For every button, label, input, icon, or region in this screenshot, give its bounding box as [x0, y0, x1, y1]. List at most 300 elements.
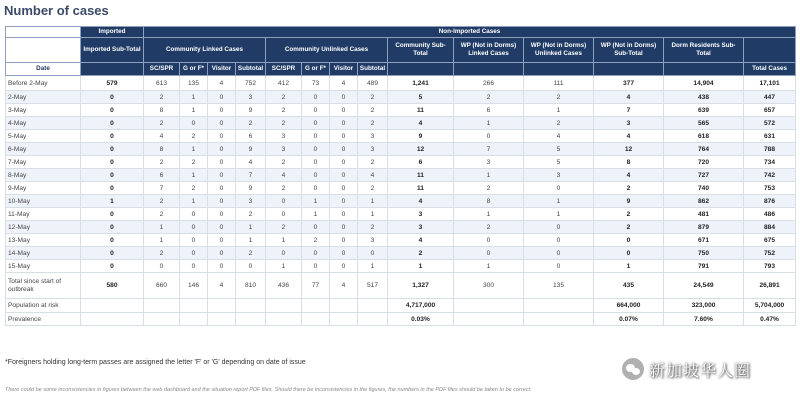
cases-table: [5, 26, 796, 326]
cell-dorm-residents: 639: [664, 104, 744, 117]
prevalence-dorm: 7.60%: [664, 313, 744, 326]
cell-dorm-residents: 671: [664, 234, 744, 247]
cell-linked-subtotal: 9: [236, 104, 266, 117]
cell-unlinked-visitor: 0: [330, 130, 358, 143]
total-wp-unlinked: 135: [524, 273, 594, 299]
table-row: [6, 247, 796, 260]
cell-wp-linked: 2: [454, 91, 524, 104]
cell-total-cases: 753: [744, 182, 796, 195]
cell-linked-visitor: 0: [208, 143, 236, 156]
cell-unlinked-visitor: 0: [330, 260, 358, 273]
cell-wp-subtotal: 9: [594, 195, 664, 208]
cell-linked-g-or-f: 0: [180, 117, 208, 130]
blank-header-5: [664, 63, 744, 76]
cell-imported: 0: [81, 156, 144, 169]
cell-total-cases: 734: [744, 156, 796, 169]
cell-unlinked-g-or-f: 1: [302, 208, 330, 221]
cell-unlinked-g-or-f: 0: [302, 117, 330, 130]
cell-dorm-residents: 740: [664, 182, 744, 195]
total-imported: 580: [81, 273, 144, 299]
cell-community-subtotal: 4: [388, 234, 454, 247]
cell-unlinked-subtotal: 2: [358, 156, 388, 169]
total-dorm-residents: 24,549: [664, 273, 744, 299]
cell-wp-subtotal: 4: [594, 130, 664, 143]
cell-date: 7-May: [6, 156, 81, 169]
cell-unlinked-sc-spr: 3: [266, 143, 302, 156]
cell-wp-unlinked: 1: [524, 104, 594, 117]
cell-imported: 0: [81, 117, 144, 130]
cell-linked-visitor: 0: [208, 104, 236, 117]
cell-community-subtotal: 4: [388, 117, 454, 130]
cell-linked-g-or-f: 2: [180, 182, 208, 195]
cell-linked-visitor: 4: [208, 76, 236, 91]
total-unlinked-visitor: 4: [330, 273, 358, 299]
cell-wp-linked: 2: [454, 221, 524, 234]
wp-unlinked-header: WP (Not in Dorms) Unlinked Cases: [524, 38, 594, 63]
cell-linked-subtotal: 3: [236, 195, 266, 208]
cell-linked-visitor: 0: [208, 260, 236, 273]
cell-unlinked-visitor: 4: [330, 76, 358, 91]
linked-g-or-f-header: G or F*: [180, 63, 208, 76]
unlinked-visitor-header: Visitor: [330, 63, 358, 76]
cell-community-subtotal: 5: [388, 91, 454, 104]
total-linked-sc-spr: 660: [144, 273, 180, 299]
cell-wp-linked: 6: [454, 104, 524, 117]
footnote: *Foreigners holding long-term passes are assigned the letter 'F' or 'G' depending on date of issue: [5, 359, 306, 366]
cell-total-cases: 572: [744, 117, 796, 130]
cell-unlinked-subtotal: 2: [358, 104, 388, 117]
cell-imported: 0: [81, 234, 144, 247]
table-row: [6, 182, 796, 195]
cell-imported: 1: [81, 195, 144, 208]
cell-unlinked-subtotal: 3: [358, 143, 388, 156]
cell-linked-subtotal: 3: [236, 91, 266, 104]
table-row: [6, 195, 796, 208]
cell-wp-subtotal: 0: [594, 234, 664, 247]
cell-total-cases: 447: [744, 91, 796, 104]
cell-linked-subtotal: 1: [236, 221, 266, 234]
cell-wp-subtotal: 4: [594, 169, 664, 182]
header-row-3: [6, 63, 796, 76]
cell-date: 5-May: [6, 130, 81, 143]
cell-date: 11-May: [6, 208, 81, 221]
unlinked-g-or-f-header: G or F*: [302, 63, 330, 76]
cell-wp-linked: 0: [454, 247, 524, 260]
cell-community-subtotal: 1: [388, 260, 454, 273]
date-header-spacer: [6, 38, 81, 63]
cell-imported: 0: [81, 208, 144, 221]
cell-date: 4-May: [6, 117, 81, 130]
cell-wp-unlinked: 1: [524, 208, 594, 221]
cell-community-subtotal: 6: [388, 156, 454, 169]
timestamp-text: 5/14/2020 1:1: [712, 17, 774, 27]
cell-wp-unlinked: 5: [524, 143, 594, 156]
cell-linked-visitor: 0: [208, 156, 236, 169]
cell-linked-subtotal: 4: [236, 156, 266, 169]
cell-wp-unlinked: 2: [524, 91, 594, 104]
total-linked-visitor: 4: [208, 273, 236, 299]
imported-subtotal-header: Imported Sub-Total: [81, 38, 144, 63]
total-community-subtotal: 1,327: [388, 273, 454, 299]
cell-unlinked-g-or-f: 1: [302, 195, 330, 208]
population-dorm: 323,000: [664, 299, 744, 313]
cell-unlinked-sc-spr: 2: [266, 104, 302, 117]
population-total: 5,704,000: [744, 299, 796, 313]
cell-linked-sc-spr: 1: [144, 221, 180, 234]
linked-subtotal-header: Subtotal: [236, 63, 266, 76]
table-row: [6, 169, 796, 182]
population-row: [6, 299, 796, 313]
cell-linked-subtotal: 7: [236, 169, 266, 182]
cell-dorm-residents: 481: [664, 208, 744, 221]
watermark: [622, 356, 751, 382]
cell-linked-visitor: 0: [208, 195, 236, 208]
table-row: [6, 221, 796, 234]
total-unlinked-sc-spr: 436: [266, 273, 302, 299]
cell-unlinked-g-or-f: 0: [302, 247, 330, 260]
cell-wp-unlinked: 4: [524, 130, 594, 143]
cell-linked-sc-spr: 2: [144, 247, 180, 260]
date-header-blank: [6, 27, 81, 38]
prevalence-total: 0.47%: [744, 313, 796, 326]
cell-unlinked-subtotal: 2: [358, 117, 388, 130]
cell-linked-visitor: 0: [208, 234, 236, 247]
cell-linked-visitor: 0: [208, 130, 236, 143]
table-row: [6, 91, 796, 104]
cell-linked-g-or-f: 1: [180, 169, 208, 182]
table-row: [6, 76, 796, 91]
cell-unlinked-visitor: 0: [330, 182, 358, 195]
cell-unlinked-sc-spr: 2: [266, 91, 302, 104]
cell-unlinked-subtotal: 1: [358, 260, 388, 273]
table-row: [6, 143, 796, 156]
prevalence-wp: 0.07%: [594, 313, 664, 326]
cell-linked-g-or-f: 0: [180, 260, 208, 273]
cell-total-cases: 793: [744, 260, 796, 273]
cell-linked-sc-spr: 2: [144, 91, 180, 104]
cell-unlinked-visitor: 0: [330, 104, 358, 117]
total-wp-subtotal: 435: [594, 273, 664, 299]
cell-unlinked-visitor: 0: [330, 91, 358, 104]
cell-wp-subtotal: 0: [594, 247, 664, 260]
cell-wp-linked: 7: [454, 143, 524, 156]
cell-wp-linked: 1: [454, 260, 524, 273]
cell-date: 3-May: [6, 104, 81, 117]
cell-unlinked-sc-spr: 2: [266, 221, 302, 234]
cell-unlinked-sc-spr: 0: [266, 195, 302, 208]
date-header: Date: [6, 63, 81, 76]
cell-linked-g-or-f: 0: [180, 247, 208, 260]
cell-unlinked-visitor: 0: [330, 247, 358, 260]
population-community: 4,717,000: [388, 299, 454, 313]
cell-total-cases: 788: [744, 143, 796, 156]
cell-wp-subtotal: 12: [594, 143, 664, 156]
cell-wp-unlinked: 0: [524, 247, 594, 260]
cell-total-cases: 631: [744, 130, 796, 143]
linked-sc-spr-header: SC/SPR: [144, 63, 180, 76]
cell-wp-subtotal: 4: [594, 91, 664, 104]
table-row: [6, 104, 796, 117]
cell-total-cases: 884: [744, 221, 796, 234]
cell-linked-subtotal: 9: [236, 182, 266, 195]
cell-wp-subtotal: 8: [594, 156, 664, 169]
cell-linked-g-or-f: 1: [180, 91, 208, 104]
cell-community-subtotal: 3: [388, 221, 454, 234]
cell-date: 10-May: [6, 195, 81, 208]
cell-linked-visitor: 0: [208, 91, 236, 104]
cell-wp-unlinked: 1: [524, 195, 594, 208]
cell-linked-subtotal: 752: [236, 76, 266, 91]
total-row: [6, 273, 796, 299]
cell-total-cases: 17,101: [744, 76, 796, 91]
cell-linked-sc-spr: 2: [144, 195, 180, 208]
imported-subheader-blank: [81, 63, 144, 76]
cell-unlinked-subtotal: 2: [358, 91, 388, 104]
cell-unlinked-visitor: 0: [330, 208, 358, 221]
cell-linked-g-or-f: 135: [180, 76, 208, 91]
cell-wp-unlinked: 5: [524, 156, 594, 169]
cell-imported: 0: [81, 169, 144, 182]
cell-total-cases: 675: [744, 234, 796, 247]
cell-total-cases: 752: [744, 247, 796, 260]
cell-linked-g-or-f: 1: [180, 104, 208, 117]
imported-header: Imported: [81, 27, 144, 38]
cell-linked-sc-spr: 0: [144, 260, 180, 273]
cell-linked-sc-spr: 2: [144, 117, 180, 130]
unlinked-subtotal-header: Subtotal: [358, 63, 388, 76]
cell-imported: 0: [81, 182, 144, 195]
cell-date: 9-May: [6, 182, 81, 195]
cell-unlinked-subtotal: 3: [358, 234, 388, 247]
cell-unlinked-sc-spr: 412: [266, 76, 302, 91]
cell-imported: 0: [81, 247, 144, 260]
watermark-text: 新加坡华人圈: [649, 360, 752, 380]
cell-unlinked-subtotal: 1: [358, 208, 388, 221]
cell-unlinked-sc-spr: 2: [266, 117, 302, 130]
cell-wp-linked: 1: [454, 208, 524, 221]
header-row-1: [6, 27, 796, 38]
cell-total-cases: 742: [744, 169, 796, 182]
population-wp: 664,000: [594, 299, 664, 313]
cell-unlinked-subtotal: 0: [358, 247, 388, 260]
cell-unlinked-sc-spr: 3: [266, 130, 302, 143]
cell-date: 6-May: [6, 143, 81, 156]
cell-linked-subtotal: 6: [236, 130, 266, 143]
cell-unlinked-g-or-f: 0: [302, 169, 330, 182]
table-row: [6, 156, 796, 169]
cell-linked-subtotal: 9: [236, 143, 266, 156]
cell-wp-subtotal: 377: [594, 76, 664, 91]
cell-unlinked-g-or-f: 0: [302, 221, 330, 234]
cell-dorm-residents: 727: [664, 169, 744, 182]
cell-unlinked-subtotal: 489: [358, 76, 388, 91]
cell-date: 12-May: [6, 221, 81, 234]
cell-date: 13-May: [6, 234, 81, 247]
cell-wp-linked: 0: [454, 130, 524, 143]
cell-linked-g-or-f: 0: [180, 208, 208, 221]
cell-dorm-residents: 720: [664, 156, 744, 169]
cell-community-subtotal: 3: [388, 208, 454, 221]
header-row-2: [6, 38, 796, 63]
disclaimer: There could be some inconsistencies in figures between the web dashboard and the situation report PDF files. Should there be inconsistencies in the figures, the numbers in the PDF files should be taken to be correct.: [5, 387, 532, 393]
cell-unlinked-sc-spr: 1: [266, 234, 302, 247]
wp-linked-header: WP (Not in Dorms) Linked Cases: [454, 38, 524, 63]
cell-unlinked-visitor: 0: [330, 143, 358, 156]
wp-subtotal-header: WP (Not in Dorms) Sub-Total: [594, 38, 664, 63]
cell-dorm-residents: 791: [664, 260, 744, 273]
cell-linked-g-or-f: 1: [180, 195, 208, 208]
cell-community-subtotal: 12: [388, 143, 454, 156]
cell-community-subtotal: 11: [388, 182, 454, 195]
cell-date: 15-May: [6, 260, 81, 273]
cell-linked-g-or-f: 1: [180, 143, 208, 156]
cell-community-subtotal: 4: [388, 195, 454, 208]
cell-dorm-residents: 14,904: [664, 76, 744, 91]
cell-linked-subtotal: 1: [236, 234, 266, 247]
cell-community-subtotal: 11: [388, 104, 454, 117]
cell-imported: 0: [81, 221, 144, 234]
cell-linked-visitor: 0: [208, 221, 236, 234]
community-unlinked-header: Community Unlinked Cases: [266, 38, 388, 63]
dorm-residents-header: Dorm Residents Sub-Total: [664, 38, 744, 63]
cell-unlinked-g-or-f: 2: [302, 234, 330, 247]
cases-body: [6, 76, 796, 273]
community-subtotal-header: Community Sub-Total: [388, 38, 454, 63]
cell-community-subtotal: 11: [388, 169, 454, 182]
blank-header-4: [594, 63, 664, 76]
cell-wp-subtotal: 2: [594, 208, 664, 221]
cell-unlinked-g-or-f: 0: [302, 156, 330, 169]
cell-wp-subtotal: 2: [594, 182, 664, 195]
cell-dorm-residents: 879: [664, 221, 744, 234]
cell-linked-g-or-f: 0: [180, 234, 208, 247]
cell-wp-subtotal: 2: [594, 221, 664, 234]
total-cases-header: Total Cases: [744, 63, 796, 76]
cell-linked-sc-spr: 2: [144, 208, 180, 221]
cell-imported: 0: [81, 260, 144, 273]
cell-linked-subtotal: 0: [236, 260, 266, 273]
cell-linked-subtotal: 2: [236, 117, 266, 130]
cell-unlinked-g-or-f: 0: [302, 143, 330, 156]
cell-linked-visitor: 0: [208, 117, 236, 130]
total-wp-linked: 300: [454, 273, 524, 299]
cell-unlinked-g-or-f: 0: [302, 182, 330, 195]
cell-wp-subtotal: 3: [594, 117, 664, 130]
table-row: [6, 234, 796, 247]
cell-unlinked-visitor: 0: [330, 169, 358, 182]
cell-linked-sc-spr: 8: [144, 143, 180, 156]
cell-unlinked-sc-spr: 2: [266, 156, 302, 169]
cell-dorm-residents: 438: [664, 91, 744, 104]
blank-header-2: [454, 63, 524, 76]
community-linked-header: Community Linked Cases: [144, 38, 266, 63]
cell-linked-sc-spr: 2: [144, 156, 180, 169]
cell-linked-sc-spr: 4: [144, 130, 180, 143]
cell-unlinked-subtotal: 2: [358, 182, 388, 195]
table-row: [6, 208, 796, 221]
cell-wp-unlinked: 0: [524, 260, 594, 273]
cell-unlinked-subtotal: 2: [358, 221, 388, 234]
cell-unlinked-sc-spr: 2: [266, 182, 302, 195]
blank-header-3: [524, 63, 594, 76]
cell-wp-unlinked: 3: [524, 169, 594, 182]
total-cases: 26,891: [744, 273, 796, 299]
prevalence-community: 0.03%: [388, 313, 454, 326]
cell-wp-linked: 2: [454, 182, 524, 195]
cell-wp-subtotal: 7: [594, 104, 664, 117]
cell-date: 14-May: [6, 247, 81, 260]
cell-linked-subtotal: 2: [236, 247, 266, 260]
cell-unlinked-visitor: 0: [330, 156, 358, 169]
cell-wp-linked: 1: [454, 169, 524, 182]
population-label: Population at risk: [6, 299, 81, 313]
cell-imported: 0: [81, 143, 144, 156]
cell-unlinked-visitor: 0: [330, 195, 358, 208]
cell-community-subtotal: 1,241: [388, 76, 454, 91]
cell-unlinked-g-or-f: 0: [302, 130, 330, 143]
cell-unlinked-sc-spr: 0: [266, 208, 302, 221]
cell-community-subtotal: 2: [388, 247, 454, 260]
total-label: Total since start of outbreak: [6, 273, 81, 299]
cell-total-cases: 657: [744, 104, 796, 117]
cell-unlinked-g-or-f: 0: [302, 104, 330, 117]
cell-wp-linked: 3: [454, 156, 524, 169]
table-row: [6, 130, 796, 143]
cell-unlinked-visitor: 0: [330, 221, 358, 234]
cell-total-cases: 486: [744, 208, 796, 221]
cell-dorm-residents: 750: [664, 247, 744, 260]
cell-date: 2-May: [6, 91, 81, 104]
table-row: [6, 260, 796, 273]
cell-imported: 0: [81, 104, 144, 117]
cell-unlinked-subtotal: 1: [358, 195, 388, 208]
cell-linked-visitor: 0: [208, 182, 236, 195]
cell-unlinked-g-or-f: 0: [302, 91, 330, 104]
total-unlinked-g-or-f: 77: [302, 273, 330, 299]
cell-linked-visitor: 0: [208, 169, 236, 182]
cell-linked-visitor: 0: [208, 247, 236, 260]
cell-wp-unlinked: 0: [524, 221, 594, 234]
cell-wp-linked: 0: [454, 234, 524, 247]
cell-imported: 0: [81, 130, 144, 143]
cell-wp-subtotal: 1: [594, 260, 664, 273]
non-imported-header: Non-Imported Cases: [144, 27, 796, 38]
total-cases-header-spacer: [744, 38, 796, 63]
cell-wp-linked: 8: [454, 195, 524, 208]
cell-imported: 579: [81, 76, 144, 91]
cell-unlinked-visitor: 0: [330, 117, 358, 130]
cell-unlinked-g-or-f: 0: [302, 260, 330, 273]
cell-unlinked-sc-spr: 4: [266, 169, 302, 182]
cell-linked-sc-spr: 7: [144, 182, 180, 195]
table-row: [6, 117, 796, 130]
cell-unlinked-subtotal: 4: [358, 169, 388, 182]
cell-linked-g-or-f: 2: [180, 130, 208, 143]
prevalence-label: Prevalence: [6, 313, 81, 326]
cell-linked-sc-spr: 613: [144, 76, 180, 91]
cell-linked-g-or-f: 0: [180, 221, 208, 234]
chat-bubble-icon: [622, 358, 644, 380]
total-linked-subtotal: 810: [236, 273, 266, 299]
cell-imported: 0: [81, 91, 144, 104]
cell-date: Before 2-May: [6, 76, 81, 91]
cell-unlinked-subtotal: 3: [358, 130, 388, 143]
cell-unlinked-sc-spr: 0: [266, 247, 302, 260]
cell-linked-visitor: 0: [208, 208, 236, 221]
cell-linked-g-or-f: 2: [180, 156, 208, 169]
cell-wp-unlinked: 0: [524, 182, 594, 195]
cell-linked-sc-spr: 6: [144, 169, 180, 182]
